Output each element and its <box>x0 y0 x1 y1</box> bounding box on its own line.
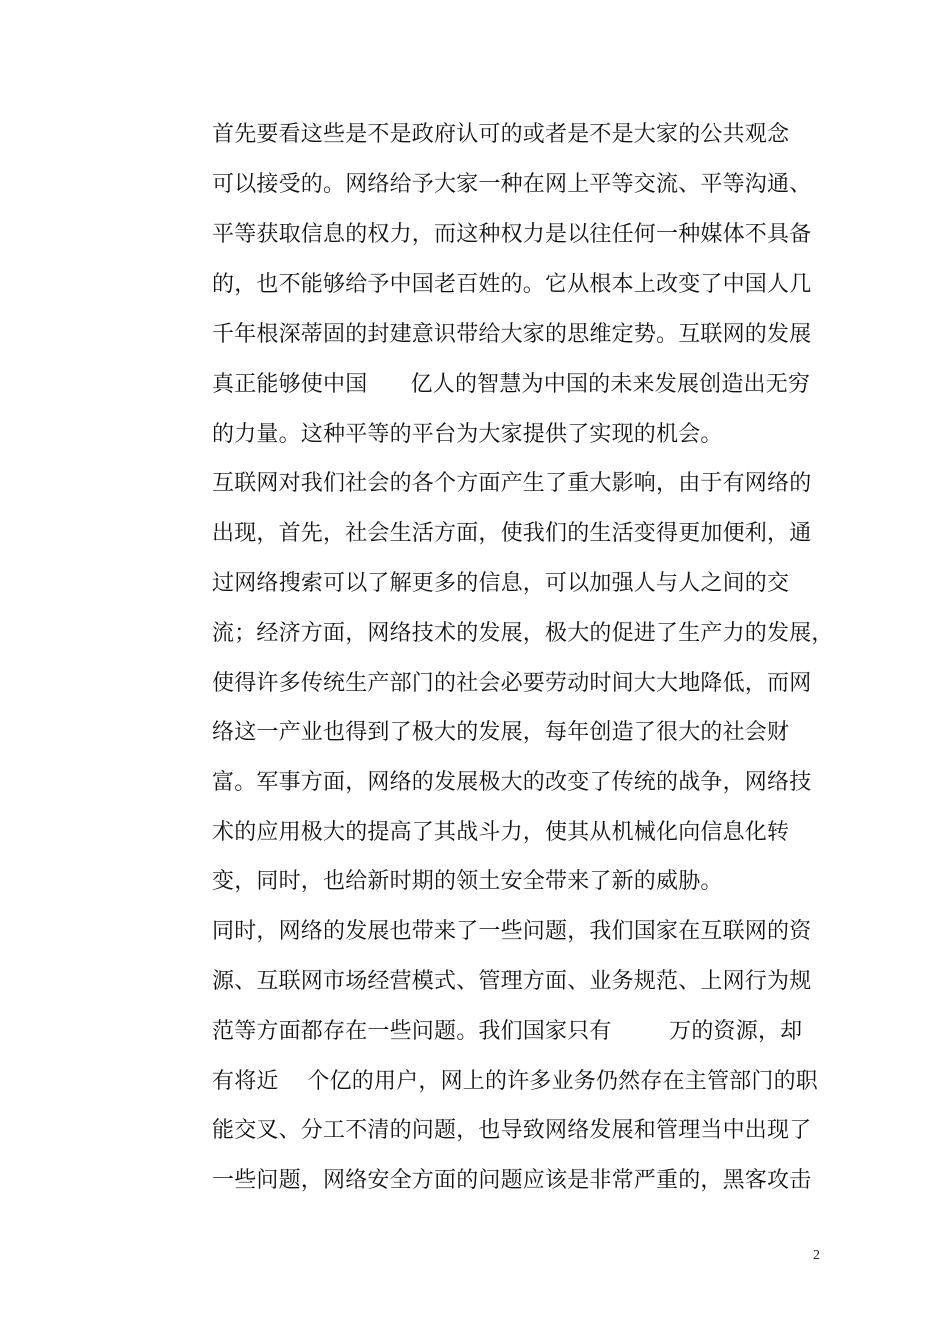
text-line: 互联网对我们社会的各个方面产生了重大影响，由于有网络的 <box>212 471 812 496</box>
text-line: 范等方面都存在一些问题。我们国家只有 万的资源，却 <box>212 1019 803 1044</box>
text-line: 术的应用极大的提高了其战斗力，使其从机械化向信息化转 <box>212 820 790 845</box>
text-line: 平等获取信息的权力，而这种权力是以往任何一种媒体不具备 <box>212 222 812 247</box>
text-line: 的力量。这种平等的平台为大家提供了实现的机会。 <box>212 422 723 447</box>
text-line: 同时，网络的发展也带来了一些问题，我们国家在互联网的资 <box>212 919 812 944</box>
text-line: 变，同时，也给新时期的领土安全带来了新的威胁。 <box>212 869 723 894</box>
text-line: 有将近 个亿的用户，网上的许多业务仍然存在主管部门的职 <box>212 1069 818 1094</box>
text-line: 首先要看这些是不是政府认可的或者是不是大家的公共观念 <box>212 122 790 147</box>
text-line: 富。军事方面，网络的发展极大的改变了传统的战争，网络技 <box>212 770 812 795</box>
text-line: 源、互联网市场经营模式、管理方面、业务规范、上网行为规 <box>212 969 812 994</box>
text-line: 使得许多传统生产部门的社会必要劳动时间大大地降低，而网 <box>212 671 812 696</box>
text-line: 过网络搜索可以了解更多的信息，可以加强人与人之间的交 <box>212 571 790 596</box>
text-line: 真正能够使中国 亿人的智慧为中国的未来发展创造出无穷 <box>212 372 811 397</box>
text-line: 络这一产业也得到了极大的发展，每年创造了很大的社会财 <box>212 720 790 745</box>
text-line: 能交叉、分工不清的问题，也导致网络发展和管理当中出现了 <box>212 1118 812 1143</box>
text-line: 的，也不能够给予中国老百姓的。它从根本上改变了中国人几 <box>212 272 812 297</box>
page-number: 2 <box>813 1248 820 1263</box>
text-line: 出现，首先，社会生活方面，使我们的生活变得更加便利，通 <box>212 521 812 546</box>
text-line: 千年根深蒂固的封建意识带给大家的思维定势。互联网的发展 <box>212 322 812 347</box>
text-line: 可以接受的。网络给予大家一种在网上平等交流、平等沟通、 <box>212 172 812 197</box>
text-line: 一些问题，网络安全方面的问题应该是非常严重的，黑客攻击 <box>212 1168 812 1193</box>
text-line: 流；经济方面，网络技术的发展，极大的促进了生产力的发展， <box>212 621 834 646</box>
